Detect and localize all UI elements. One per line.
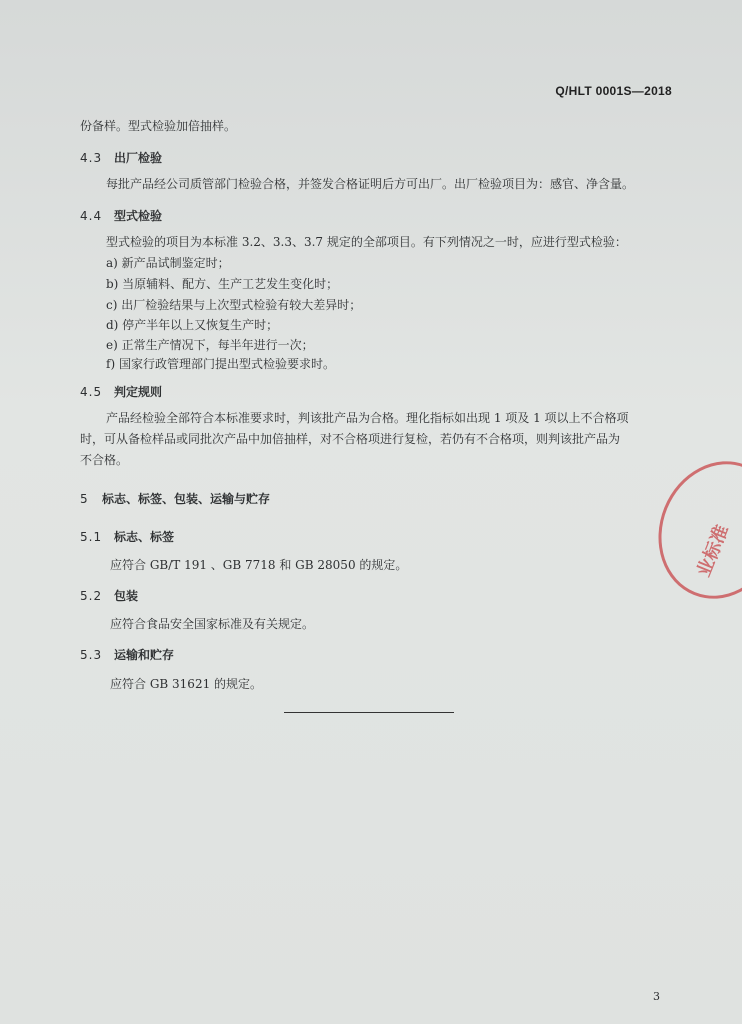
- list-item: b) 当原辅料、配方、生产工艺发生变化时；: [106, 277, 339, 291]
- section-title: 标志、标签: [114, 530, 175, 544]
- list-item: f) 国家行政管理部门提出型式检验要求时。: [106, 357, 335, 371]
- paragraph-4-5-line: 产品经检验全部符合本标准要求时，判该批产品为合格。理化指标如出现 1 项及 1 项以上不合格项: [106, 411, 629, 425]
- paragraph-4-5-line: 不合格。: [80, 453, 129, 467]
- section-title: 判定规则: [114, 385, 163, 399]
- section-title: 出厂检验: [114, 151, 163, 165]
- standard-code: Q/HLT 0001S—2018: [555, 84, 672, 98]
- seal-stamp: [638, 443, 742, 618]
- list-item: a) 新产品试制鉴定时；: [106, 256, 230, 270]
- section-number: 5.2: [80, 589, 103, 603]
- section-heading-5-3: [80, 646, 174, 663]
- paragraph-5-2: 应符合食品安全国家标准及有关规定。: [110, 617, 315, 631]
- section-heading-4-5: [80, 383, 162, 400]
- section-heading-4-3: [80, 149, 162, 166]
- section-title: 运输和贮存: [114, 648, 175, 662]
- stamp-text: 业标准: [693, 521, 733, 580]
- paragraph-5-3: 应符合 GB 31621 的规定。: [110, 677, 263, 691]
- list-item: c) 出厂检验结果与上次型式检验有较大差异时；: [106, 298, 362, 312]
- section-title: 标志、标签、包装、运输与贮存: [102, 492, 271, 506]
- section-title: 型式检验: [114, 209, 163, 223]
- page-number: 3: [653, 990, 660, 1003]
- continued-text: 份备样。型式检验加倍抽样。: [80, 119, 237, 133]
- end-rule: [284, 712, 454, 713]
- paragraph-4-5-line: 时，可从备检样品或同批次产品中加倍抽样，对不合格项进行复检，若仍有不合格项，则判该批产品为: [80, 432, 621, 446]
- section-number: 5.3: [80, 648, 103, 662]
- section-heading-4-4: [80, 207, 162, 224]
- section-number: 5.1: [80, 530, 103, 544]
- section-number: 5: [80, 492, 89, 506]
- section-heading-5-1: [80, 528, 174, 545]
- list-item: d) 停产半年以上又恢复生产时；: [106, 318, 279, 332]
- paragraph-4-3: 每批产品经公司质管部门检验合格，并签发合格证明后方可出厂。出厂检验项目为：感官、净含量。: [106, 177, 635, 191]
- paragraph-5-1: 应符合 GB/T 191 、GB 7718 和 GB 28050 的规定。: [110, 558, 408, 572]
- section-title: 包装: [114, 589, 139, 603]
- list-item: e) 正常生产情况下，每半年进行一次；: [106, 338, 314, 352]
- paragraph-4-4: 型式检验的项目为本标准 3.2、3.3、3.7 规定的全部项目。有下列情况之一时，应进行型式检验：: [106, 235, 627, 249]
- section-heading-5-2: [80, 587, 138, 604]
- section-heading-5: [80, 490, 270, 507]
- section-number: 4.5: [80, 385, 103, 399]
- section-number: 4.4: [80, 209, 103, 223]
- section-number: 4.3: [80, 151, 103, 165]
